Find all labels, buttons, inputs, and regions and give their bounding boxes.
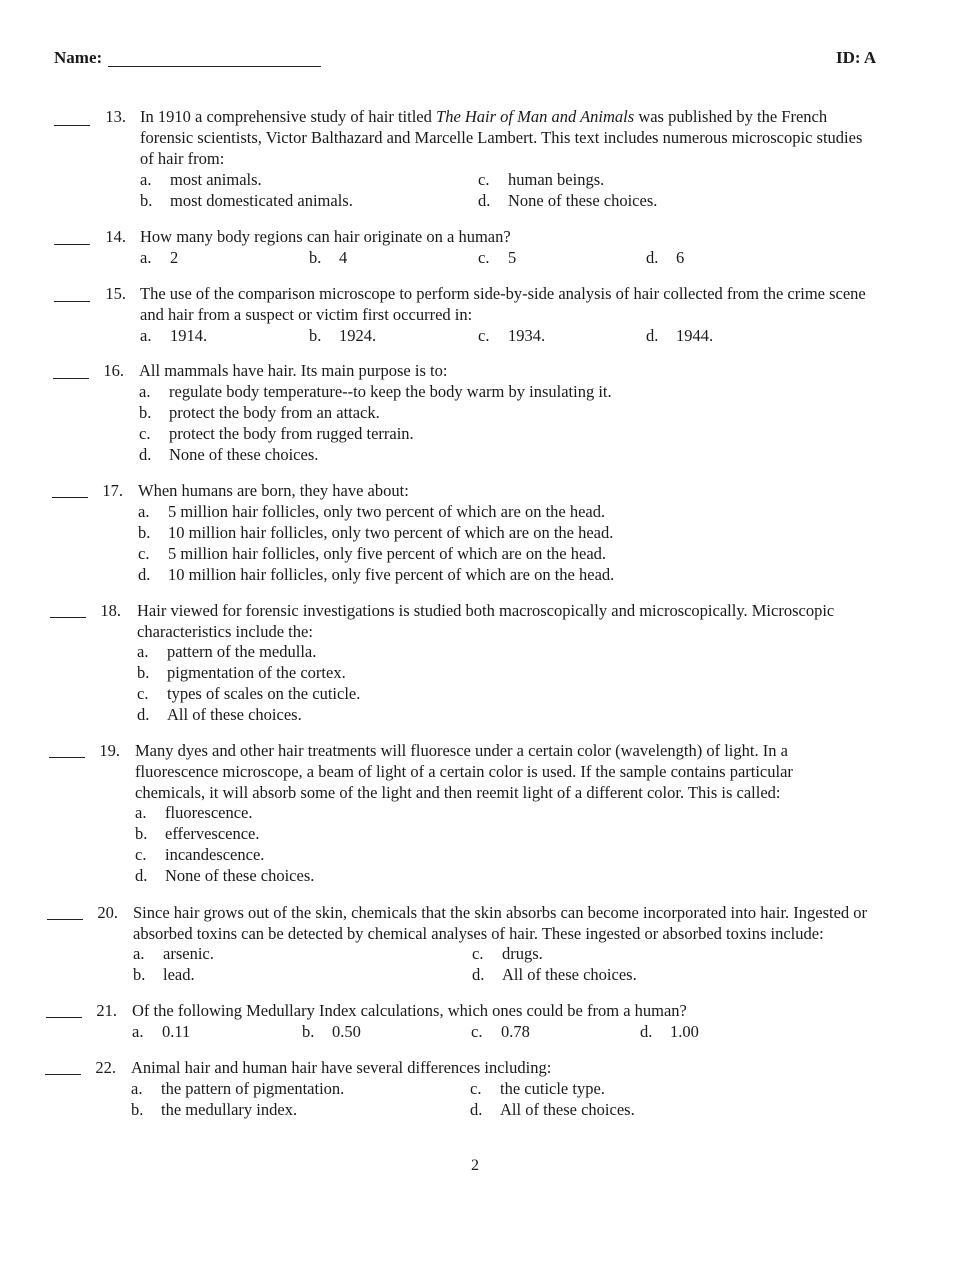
option-c: c. human beings. [478, 170, 605, 189]
option-c: c. the cuticle type. [470, 1079, 605, 1098]
id-label: ID: A [836, 48, 877, 67]
option-b: b. 10 million hair follicles, only two percent of which are on the head. [138, 523, 614, 542]
question-number: 15. [105, 284, 126, 303]
question-number: 18. [100, 601, 121, 620]
option-a: a. 2 [140, 248, 179, 267]
option-d: d. 6 [646, 248, 685, 267]
question-stem: All mammals have hair. Its main purpose is to: [139, 361, 448, 380]
option-d: d. All of these choices. [137, 705, 302, 724]
option-a: a. arsenic. [133, 944, 214, 963]
option-a: a. 0.11 [132, 1022, 191, 1041]
question-stem: Since hair grows out of the skin, chemicals that the skin absorbs can become incorporated into hair. Ingested or absorbed toxins can be detected by chemical analyses of hair. These ingested or absorbed toxins include: [133, 903, 868, 943]
page-number: 2 [471, 1157, 479, 1174]
option-c: c. 5 [478, 248, 517, 267]
question-number: 16. [103, 361, 124, 380]
option-b: b. pigmentation of the cortex. [137, 663, 346, 682]
option-d: d. 1944. [646, 326, 714, 345]
question-stem: Of the following Medullary Index calculations, which ones could be from a human? [132, 1001, 687, 1020]
option-a: a. regulate body temperature--to keep the body warm by insulating it. [139, 382, 612, 401]
option-b: b. effervescence. [135, 824, 260, 843]
question-stem: Animal hair and human hair have several differences including: [131, 1058, 552, 1077]
question-number: 13. [105, 107, 126, 126]
option-c: c. 0.78 [471, 1022, 530, 1041]
option-d: d. 1.00 [640, 1022, 699, 1041]
option-a: a. fluorescence. [135, 803, 253, 822]
question-stem: Hair viewed for forensic investigations is studied both macroscopically and microscopically. Microscopic characteristics include the: [137, 601, 835, 641]
answer-blank-14[interactable] [54, 244, 90, 245]
option-d: d. None of these choices. [478, 191, 658, 210]
option-d: d. None of these choices. [139, 445, 319, 464]
option-b: b. 4 [309, 248, 348, 267]
option-d: d. All of these choices. [470, 1100, 635, 1119]
question-stem: The use of the comparison microscope to perform side-by-side analysis of hair collected from the crime scene and hair from a suspect or victim first occurred in: [140, 284, 866, 324]
option-b: b. most domesticated animals. [140, 191, 353, 210]
option-d: d. All of these choices. [472, 965, 637, 984]
question-number: 22. [95, 1058, 116, 1077]
question-stem: When humans are born, they have about: [138, 481, 409, 500]
name-field-line[interactable] [108, 66, 321, 67]
option-a: a. 5 million hair follicles, only two percent of which are on the head. [138, 502, 606, 521]
book-title: The Hair of Man and Animals [436, 107, 635, 126]
answer-blank-13[interactable] [54, 125, 90, 126]
option-b: b. 1924. [309, 326, 377, 345]
option-b: b. protect the body from an attack. [139, 403, 380, 422]
option-d: d. 10 million hair follicles, only five percent of which are on the head. [138, 565, 615, 584]
stem-text-rest: was published by the French forensic scientists, Victor Balthazard and Marcelle Lambert. This text includes numerous microscopic studies of hair from: [140, 107, 863, 168]
option-d: d. None of these choices. [135, 866, 315, 885]
question-stem: Many dyes and other hair treatments will fluoresce under a certain color (wavelength) of light. In a fluorescence microscope, a beam of light of a certain color is used. If the sample contains particular chemicals, it will absorb some of the light and then reemit light of a different color. This is called: [135, 741, 793, 802]
option-b: b. the medullary index. [131, 1100, 298, 1119]
option-b: b. lead. [133, 965, 195, 984]
question-stem: How many body regions can hair originate on a human? [140, 227, 511, 246]
option-c: c. 1934. [478, 326, 546, 345]
option-b: b. 0.50 [302, 1022, 361, 1041]
option-c: c. protect the body from rugged terrain. [139, 424, 414, 443]
question-number: 21. [96, 1001, 117, 1020]
option-a: a. pattern of the medulla. [137, 642, 317, 661]
name-label: Name: [54, 48, 103, 67]
question-number: 14. [105, 227, 126, 246]
option-a: a. 1914. [140, 326, 208, 345]
option-c: c. incandescence. [135, 845, 265, 864]
question-number: 20. [97, 903, 118, 922]
question-number: 17. [102, 481, 123, 500]
option-c: c. 5 million hair follicles, only five percent of which are on the head. [138, 544, 607, 563]
question-number: 19. [99, 741, 120, 760]
question-stem [140, 106, 880, 169]
option-c: c. drugs. [472, 944, 543, 963]
option-a: a. most animals. [140, 170, 262, 189]
option-a: a. the pattern of pigmentation. [131, 1079, 345, 1098]
stem-text: In 1910 a comprehensive study of hair titled [140, 107, 432, 126]
option-c: c. types of scales on the cuticle. [137, 684, 361, 703]
answer-blank-15[interactable] [54, 301, 90, 302]
